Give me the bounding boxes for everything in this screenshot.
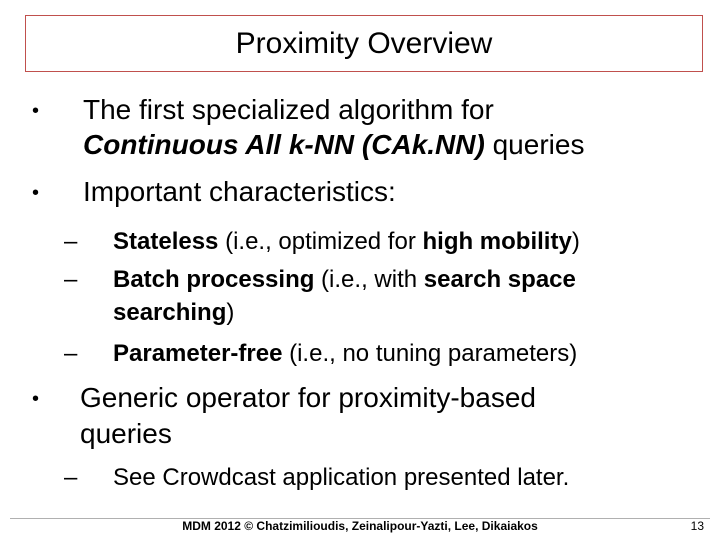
sub-item-bold-2: high mobility	[422, 228, 572, 255]
sub-item-text: (i.e., no tuning parameters)	[282, 340, 578, 367]
footer-credits: MDM 2012 © Chatzimilioudis, Zeinalipour-Yazti, Lee, Dikaiakos	[182, 519, 538, 533]
bullet-marker: •	[32, 182, 40, 204]
sub-item-text-2: )	[226, 299, 235, 326]
dash-marker: –	[64, 464, 78, 491]
sub-item-bold: Parameter-free	[113, 340, 283, 367]
dash-marker: –	[64, 340, 78, 367]
dash-marker: –	[64, 228, 78, 255]
page-number: 13	[690, 519, 704, 533]
sub-item-parameter-free	[113, 338, 577, 370]
bullet-1-text: The first specialized algorithm for	[83, 94, 494, 125]
bullet-1-emphasis: Continuous All k-NN (CAk.NN)	[83, 129, 485, 160]
sub-item-text-2: )	[571, 228, 580, 255]
sub-item-crowdcast: See Crowdcast application presented later.	[113, 464, 570, 491]
bullet-marker: •	[32, 100, 40, 122]
page-title: Proximity Overview	[235, 26, 493, 60]
sub-item-batch-line-2	[113, 297, 234, 329]
bullet-3-line-1: Generic operator for proximity-based	[80, 382, 536, 413]
sub-item-bold: Stateless	[113, 228, 219, 255]
dash-marker: –	[64, 266, 78, 293]
sub-item-bold-3: searching	[113, 299, 227, 326]
sub-item-text: (i.e., with	[314, 266, 424, 293]
bullet-1-rest: queries	[484, 129, 585, 160]
sub-item-bold: Batch processing	[113, 266, 315, 293]
bullet-1-line-2	[83, 129, 584, 161]
sub-item-text: (i.e., optimized for	[218, 228, 423, 255]
sub-item-stateless	[113, 226, 580, 258]
title-box	[25, 15, 703, 72]
bullet-marker: •	[32, 388, 40, 410]
bullet-3-line-2: queries	[80, 418, 172, 449]
sub-item-batch	[113, 264, 576, 296]
bullet-2-text: Important characteristics:	[83, 176, 396, 207]
sub-item-bold-2: search space	[423, 266, 576, 293]
bullet-1-line-1	[83, 94, 494, 126]
